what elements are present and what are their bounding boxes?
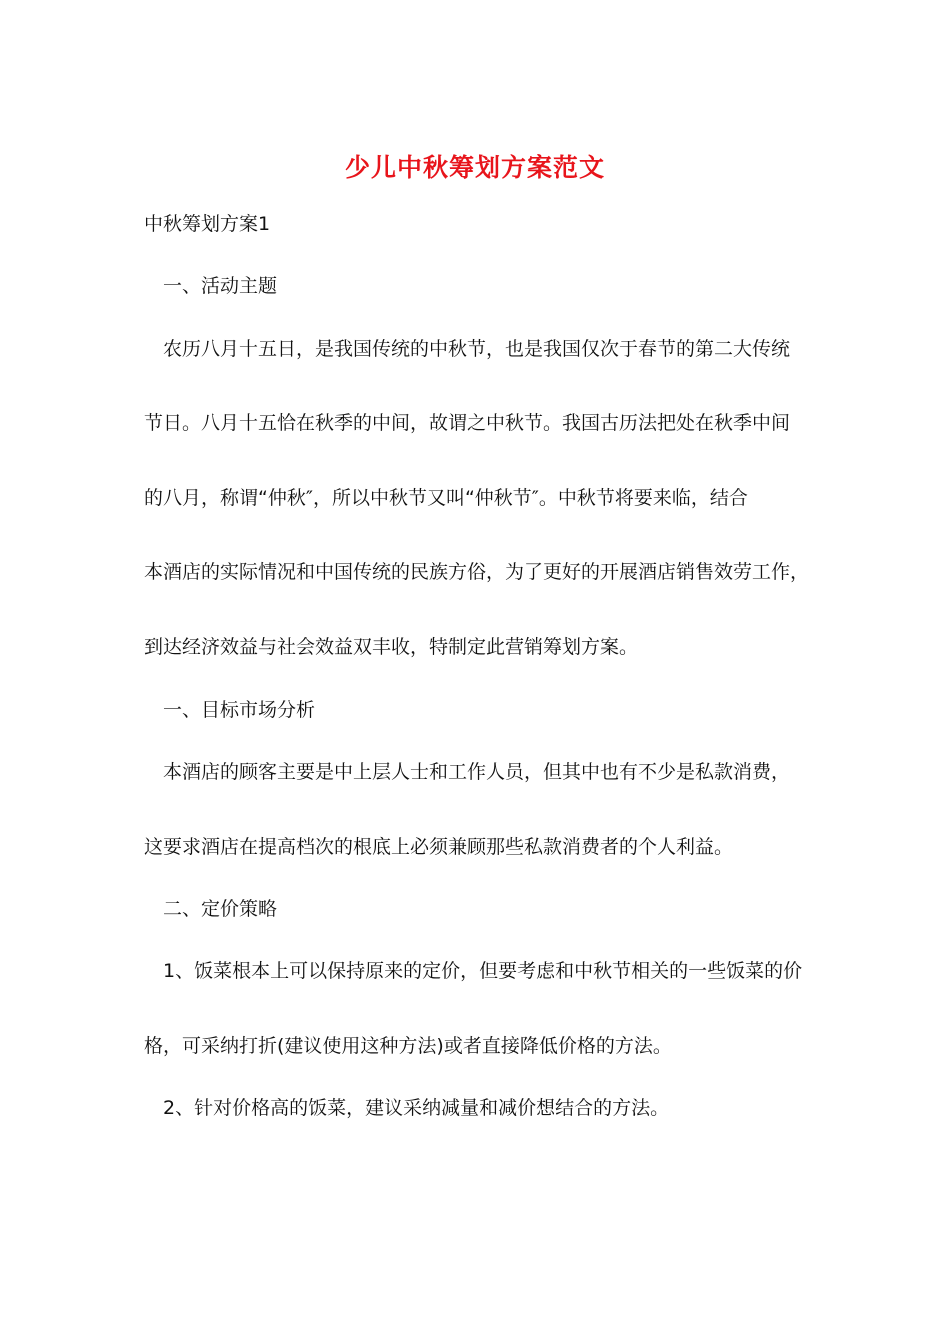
paragraph-line: 农历八月十五日，是我国传统的中秋节，也是我国仅次于春节的第二大传统 <box>163 338 791 360</box>
paragraph-line: 本酒店的实际情况和中国传统的民族方俗，为了更好的开展酒店销售效劳工作， <box>144 561 810 583</box>
paragraph-line: 这要求酒店在提高档次的根底上必须兼顾那些私款消费者的个人利益。 <box>144 836 734 858</box>
list-item-1: 1、饭菜根本上可以保持原来的定价，但要考虑和中秋节相关的一些饭菜的价 <box>163 960 803 982</box>
document-title: 少儿中秋筹划方案范文 <box>344 153 605 182</box>
subheading-plan-1: 中秋筹划方案1 <box>144 213 271 235</box>
paragraph-line: 到达经济效益与社会效益双丰收，特制定此营销筹划方案。 <box>144 636 639 658</box>
section-heading-market: 一、目标市场分析 <box>163 699 316 721</box>
paragraph-line: 本酒店的顾客主要是中上层人士和工作人员，但其中也有不少是私款消费， <box>163 761 791 783</box>
paragraph-line: 的八月，称谓“仲秋″，所以中秋节又叫“仲秋节″。中秋节将要来临，结合 <box>144 487 748 509</box>
section-heading-theme: 一、活动主题 <box>163 275 278 297</box>
paragraph-line: 格，可采纳打折(建议使用这种方法)或者直接降低价格的方法。 <box>144 1035 672 1057</box>
section-heading-pricing: 二、定价策略 <box>163 898 278 920</box>
list-item-2: 2、针对价格高的饭菜，建议采纳减量和减价想结合的方法。 <box>163 1097 670 1119</box>
paragraph-line: 节日。八月十五恰在秋季的中间，故谓之中秋节。我国古历法把处在秋季中间 <box>144 412 791 434</box>
